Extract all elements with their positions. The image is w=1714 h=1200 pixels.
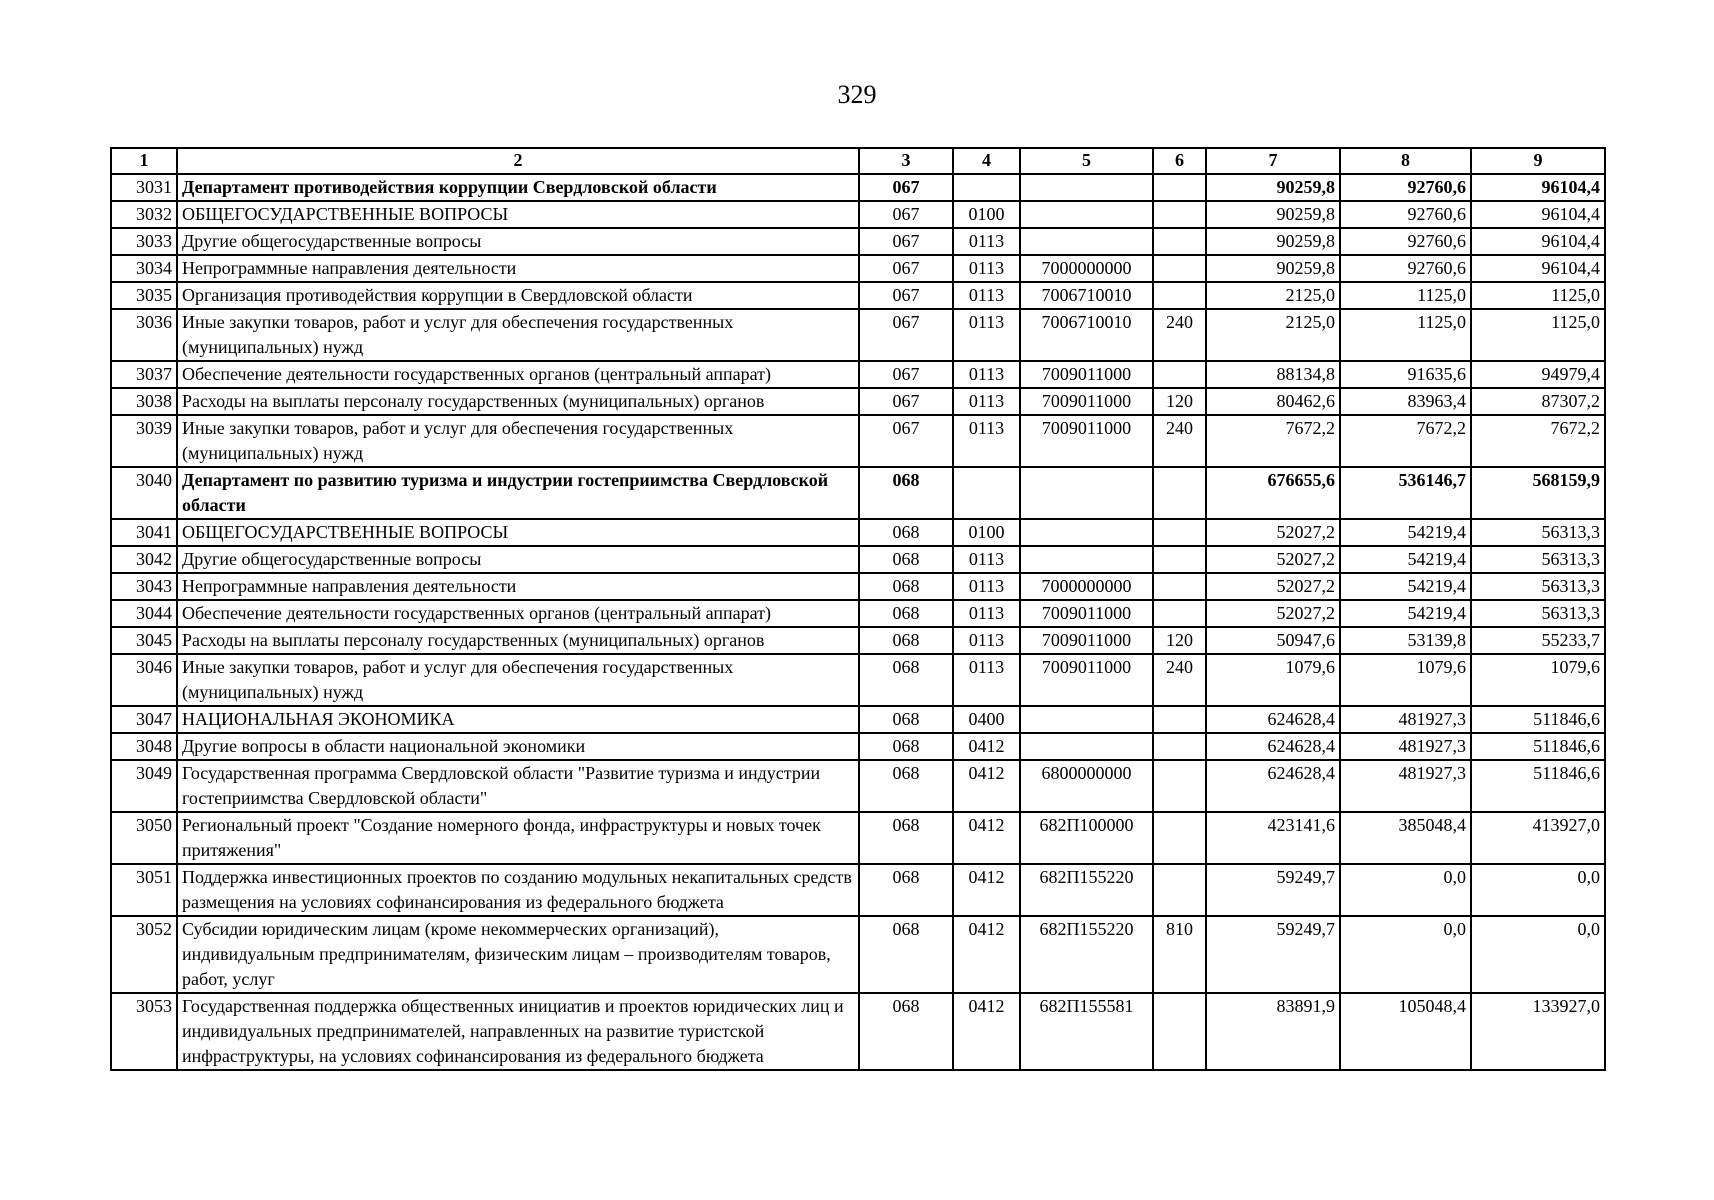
amount-col8: 54219,4: [1340, 546, 1471, 573]
amount-col9: 56313,3: [1471, 600, 1605, 627]
amount-col7: 676655,6: [1206, 467, 1340, 519]
row-name: Другие вопросы в области национальной экономики: [177, 733, 859, 760]
amount-col7: 2125,0: [1206, 282, 1340, 309]
expense-type-code: 120: [1153, 627, 1206, 654]
row-number: 3053: [111, 993, 177, 1070]
header-row: [111, 148, 1605, 174]
amount-col8: 536146,7: [1340, 467, 1471, 519]
section-code: 0100: [953, 201, 1020, 228]
target-article-code: 6800000000: [1020, 760, 1153, 812]
row-number: 3040: [111, 467, 177, 519]
target-article-code: 7000000000: [1020, 255, 1153, 282]
section-code: 0412: [953, 916, 1020, 993]
row-number: 3035: [111, 282, 177, 309]
amount-col9: 1079,6: [1471, 654, 1605, 706]
section-code: 0113: [953, 415, 1020, 467]
row-name: Обеспечение деятельности государственных органов (центральный аппарат): [177, 600, 859, 627]
amount-col9: 56313,3: [1471, 573, 1605, 600]
ministry-code: 067: [859, 282, 953, 309]
amount-col8: 481927,3: [1340, 760, 1471, 812]
target-article-code: 7000000000: [1020, 573, 1153, 600]
amount-col9: 96104,4: [1471, 174, 1605, 201]
amount-col7: 80462,6: [1206, 388, 1340, 415]
amount-col9: 96104,4: [1471, 255, 1605, 282]
section-code: 0113: [953, 388, 1020, 415]
amount-col7: 90259,8: [1206, 174, 1340, 201]
row-name: Государственная программа Свердловской области "Развитие туризма и индустрии гостеприимства Свердловской области": [177, 760, 859, 812]
amount-col9: 511846,6: [1471, 760, 1605, 812]
expense-type-code: [1153, 546, 1206, 573]
amount-col8: 92760,6: [1340, 255, 1471, 282]
target-article-code: 682П155581: [1020, 993, 1153, 1070]
row-name: Расходы на выплаты персоналу государственных (муниципальных) органов: [177, 627, 859, 654]
amount-col7: 59249,7: [1206, 916, 1340, 993]
row-number: 3048: [111, 733, 177, 760]
amount-col7: 90259,8: [1206, 255, 1340, 282]
expense-type-code: 240: [1153, 415, 1206, 467]
row-name: Департамент противодействия коррупции Свердловской области: [177, 174, 859, 201]
table-row: [111, 467, 1605, 519]
row-number: 3041: [111, 519, 177, 546]
ministry-code: 068: [859, 993, 953, 1070]
amount-col8: 53139,8: [1340, 627, 1471, 654]
expense-type-code: [1153, 519, 1206, 546]
amount-col8: 91635,6: [1340, 361, 1471, 388]
row-name: Расходы на выплаты персоналу государственных (муниципальных) органов: [177, 388, 859, 415]
section-code: 0113: [953, 627, 1020, 654]
table-row: [111, 228, 1605, 255]
ministry-code: 067: [859, 201, 953, 228]
amount-col7: 50947,6: [1206, 627, 1340, 654]
table-row: [111, 993, 1605, 1070]
target-article-code: 7009011000: [1020, 415, 1153, 467]
ministry-code: 067: [859, 174, 953, 201]
row-name: Непрограммные направления деятельности: [177, 255, 859, 282]
amount-col9: 55233,7: [1471, 627, 1605, 654]
row-name: Государственная поддержка общественных инициатив и проектов юридических лиц и индивидуальных предпринимателей, направленных на развитие туристской инфраструктуры, на условиях софинансирования из федерального бюджета: [177, 993, 859, 1070]
section-code: 0400: [953, 706, 1020, 733]
table-row: [111, 388, 1605, 415]
table-row: [111, 627, 1605, 654]
table-row: [111, 864, 1605, 916]
page-number: 329: [837, 80, 877, 109]
amount-col9: 133927,0: [1471, 993, 1605, 1070]
ministry-code: 068: [859, 760, 953, 812]
amount-col8: 83963,4: [1340, 388, 1471, 415]
section-code: 0113: [953, 309, 1020, 361]
ministry-code: 068: [859, 706, 953, 733]
table-row: [111, 760, 1605, 812]
section-code: [953, 467, 1020, 519]
ministry-code: 067: [859, 309, 953, 361]
amount-col9: 511846,6: [1471, 706, 1605, 733]
section-code: [953, 174, 1020, 201]
expense-type-code: [1153, 733, 1206, 760]
target-article-code: 7006710010: [1020, 282, 1153, 309]
table-row: [111, 415, 1605, 467]
table-row: [111, 201, 1605, 228]
section-code: 0412: [953, 864, 1020, 916]
target-article-code: 7009011000: [1020, 654, 1153, 706]
expense-type-code: [1153, 282, 1206, 309]
amount-col8: 54219,4: [1340, 519, 1471, 546]
row-number: 3043: [111, 573, 177, 600]
row-number: 3037: [111, 361, 177, 388]
target-article-code: [1020, 519, 1153, 546]
target-article-code: 7009011000: [1020, 600, 1153, 627]
target-article-code: [1020, 706, 1153, 733]
expense-type-code: [1153, 600, 1206, 627]
ministry-code: 067: [859, 361, 953, 388]
row-name: Организация противодействия коррупции в Свердловской области: [177, 282, 859, 309]
ministry-code: 068: [859, 812, 953, 864]
header-cell: 6: [1153, 148, 1206, 174]
target-article-code: [1020, 228, 1153, 255]
target-article-code: [1020, 467, 1153, 519]
row-number: 3046: [111, 654, 177, 706]
row-name: Иные закупки товаров, работ и услуг для обеспечения государственных (муниципальных) нужд: [177, 415, 859, 467]
table-row: [111, 654, 1605, 706]
target-article-code: [1020, 546, 1153, 573]
ministry-code: 068: [859, 600, 953, 627]
row-name: Региональный проект "Создание номерного фонда, инфраструктуры и новых точек притяжения": [177, 812, 859, 864]
row-number: 3031: [111, 174, 177, 201]
expense-type-code: 810: [1153, 916, 1206, 993]
amount-col9: 96104,4: [1471, 201, 1605, 228]
amount-col7: 2125,0: [1206, 309, 1340, 361]
ministry-code: 068: [859, 916, 953, 993]
table-row: [111, 812, 1605, 864]
section-code: 0100: [953, 519, 1020, 546]
row-number: 3042: [111, 546, 177, 573]
amount-col7: 52027,2: [1206, 573, 1340, 600]
header-cell: 5: [1020, 148, 1153, 174]
amount-col8: 92760,6: [1340, 201, 1471, 228]
amount-col8: 0,0: [1340, 864, 1471, 916]
header-cell: 9: [1471, 148, 1605, 174]
amount-col7: 52027,2: [1206, 519, 1340, 546]
amount-col8: 54219,4: [1340, 573, 1471, 600]
amount-col8: 92760,6: [1340, 174, 1471, 201]
row-number: 3032: [111, 201, 177, 228]
row-name: ОБЩЕГОСУДАРСТВЕННЫЕ ВОПРОСЫ: [177, 201, 859, 228]
section-code: 0113: [953, 228, 1020, 255]
header-cell: 1: [111, 148, 177, 174]
expense-type-code: [1153, 361, 1206, 388]
header-cell: 7: [1206, 148, 1340, 174]
target-article-code: 7009011000: [1020, 627, 1153, 654]
row-number: 3047: [111, 706, 177, 733]
amount-col7: 624628,4: [1206, 706, 1340, 733]
section-code: 0113: [953, 361, 1020, 388]
amount-col9: 568159,9: [1471, 467, 1605, 519]
row-name: Другие общегосударственные вопросы: [177, 228, 859, 255]
amount-col7: 90259,8: [1206, 228, 1340, 255]
row-number: 3034: [111, 255, 177, 282]
target-article-code: 7009011000: [1020, 388, 1153, 415]
header-cell: 8: [1340, 148, 1471, 174]
section-code: 0113: [953, 600, 1020, 627]
expense-type-code: [1153, 864, 1206, 916]
amount-col7: 624628,4: [1206, 733, 1340, 760]
section-code: 0113: [953, 546, 1020, 573]
row-number: 3051: [111, 864, 177, 916]
amount-col9: 1125,0: [1471, 282, 1605, 309]
table-row: [111, 174, 1605, 201]
section-code: 0113: [953, 255, 1020, 282]
amount-col7: 88134,8: [1206, 361, 1340, 388]
ministry-code: 068: [859, 573, 953, 600]
expense-type-code: 240: [1153, 309, 1206, 361]
section-code: 0412: [953, 733, 1020, 760]
target-article-code: [1020, 174, 1153, 201]
section-code: 0113: [953, 573, 1020, 600]
expense-type-code: 120: [1153, 388, 1206, 415]
table-row: [111, 255, 1605, 282]
header-cell: 4: [953, 148, 1020, 174]
amount-col7: 83891,9: [1206, 993, 1340, 1070]
amount-col9: 413927,0: [1471, 812, 1605, 864]
amount-col8: 1125,0: [1340, 309, 1471, 361]
amount-col8: 92760,6: [1340, 228, 1471, 255]
ministry-code: 068: [859, 519, 953, 546]
table-row: [111, 282, 1605, 309]
expense-type-code: [1153, 993, 1206, 1070]
amount-col9: 7672,2: [1471, 415, 1605, 467]
table-row: [111, 546, 1605, 573]
ministry-code: 068: [859, 467, 953, 519]
row-number: 3036: [111, 309, 177, 361]
ministry-code: 068: [859, 546, 953, 573]
expense-type-code: [1153, 255, 1206, 282]
table-body: [111, 174, 1605, 1070]
section-code: 0113: [953, 654, 1020, 706]
amount-col7: 52027,2: [1206, 600, 1340, 627]
row-number: 3045: [111, 627, 177, 654]
expense-type-code: [1153, 760, 1206, 812]
expense-type-code: [1153, 467, 1206, 519]
ministry-code: 067: [859, 255, 953, 282]
row-name: Субсидии юридическим лицам (кроме некоммерческих организаций), индивидуальным предпринимателям, физическим лицам – производителям товаров, работ, услуг: [177, 916, 859, 993]
table-row: [111, 600, 1605, 627]
section-code: 0113: [953, 282, 1020, 309]
amount-col8: 0,0: [1340, 916, 1471, 993]
section-code: 0412: [953, 993, 1020, 1070]
row-number: 3033: [111, 228, 177, 255]
table-row: [111, 309, 1605, 361]
target-article-code: 7006710010: [1020, 309, 1153, 361]
table-row: [111, 519, 1605, 546]
amount-col7: 7672,2: [1206, 415, 1340, 467]
amount-col9: 94979,4: [1471, 361, 1605, 388]
header-cell: 2: [177, 148, 859, 174]
expense-type-code: [1153, 706, 1206, 733]
expense-type-code: [1153, 812, 1206, 864]
expense-type-code: [1153, 201, 1206, 228]
amount-col9: 87307,2: [1471, 388, 1605, 415]
amount-col8: 105048,4: [1340, 993, 1471, 1070]
amount-col8: 481927,3: [1340, 733, 1471, 760]
amount-col7: 59249,7: [1206, 864, 1340, 916]
row-name: НАЦИОНАЛЬНАЯ ЭКОНОМИКА: [177, 706, 859, 733]
row-number: 3052: [111, 916, 177, 993]
target-article-code: 7009011000: [1020, 361, 1153, 388]
row-number: 3044: [111, 600, 177, 627]
amount-col8: 1079,6: [1340, 654, 1471, 706]
row-name: Обеспечение деятельности государственных органов (центральный аппарат): [177, 361, 859, 388]
row-number: 3050: [111, 812, 177, 864]
row-name: Иные закупки товаров, работ и услуг для обеспечения государственных (муниципальных) нужд: [177, 654, 859, 706]
ministry-code: 067: [859, 228, 953, 255]
target-article-code: 682П155220: [1020, 916, 1153, 993]
ministry-code: 067: [859, 388, 953, 415]
amount-col9: 0,0: [1471, 864, 1605, 916]
expense-type-code: [1153, 174, 1206, 201]
expense-type-code: [1153, 573, 1206, 600]
ministry-code: 068: [859, 627, 953, 654]
amount-col9: 56313,3: [1471, 519, 1605, 546]
row-number: 3038: [111, 388, 177, 415]
table-row: [111, 573, 1605, 600]
amount-col8: 54219,4: [1340, 600, 1471, 627]
row-number: 3039: [111, 415, 177, 467]
expense-type-code: 240: [1153, 654, 1206, 706]
table-row: [111, 733, 1605, 760]
row-name: Непрограммные направления деятельности: [177, 573, 859, 600]
amount-col8: 7672,2: [1340, 415, 1471, 467]
budget-table: [110, 147, 1606, 1071]
section-code: 0412: [953, 760, 1020, 812]
row-name: Иные закупки товаров, работ и услуг для обеспечения государственных (муниципальных) нужд: [177, 309, 859, 361]
amount-col8: 1125,0: [1340, 282, 1471, 309]
table-row: [111, 706, 1605, 733]
amount-col7: 423141,6: [1206, 812, 1340, 864]
ministry-code: 068: [859, 733, 953, 760]
amount-col7: 1079,6: [1206, 654, 1340, 706]
amount-col9: 0,0: [1471, 916, 1605, 993]
amount-col7: 624628,4: [1206, 760, 1340, 812]
amount-col8: 385048,4: [1340, 812, 1471, 864]
target-article-code: [1020, 201, 1153, 228]
target-article-code: [1020, 733, 1153, 760]
amount-col9: 96104,4: [1471, 228, 1605, 255]
table-row: [111, 916, 1605, 993]
header-cell: 3: [859, 148, 953, 174]
row-name: Другие общегосударственные вопросы: [177, 546, 859, 573]
ministry-code: 067: [859, 415, 953, 467]
amount-col7: 90259,8: [1206, 201, 1340, 228]
row-name: Поддержка инвестиционных проектов по созданию модульных некапитальных средств размещения на условиях софинансирования из федерального бюджета: [177, 864, 859, 916]
amount-col9: 511846,6: [1471, 733, 1605, 760]
target-article-code: 682П100000: [1020, 812, 1153, 864]
target-article-code: 682П155220: [1020, 864, 1153, 916]
section-code: 0412: [953, 812, 1020, 864]
expense-type-code: [1153, 228, 1206, 255]
amount-col9: 1125,0: [1471, 309, 1605, 361]
row-name: ОБЩЕГОСУДАРСТВЕННЫЕ ВОПРОСЫ: [177, 519, 859, 546]
row-name: Департамент по развитию туризма и индустрии гостеприимства Свердловской области: [177, 467, 859, 519]
table-row: [111, 361, 1605, 388]
row-number: 3049: [111, 760, 177, 812]
ministry-code: 068: [859, 654, 953, 706]
amount-col7: 52027,2: [1206, 546, 1340, 573]
amount-col8: 481927,3: [1340, 706, 1471, 733]
amount-col9: 56313,3: [1471, 546, 1605, 573]
ministry-code: 068: [859, 864, 953, 916]
